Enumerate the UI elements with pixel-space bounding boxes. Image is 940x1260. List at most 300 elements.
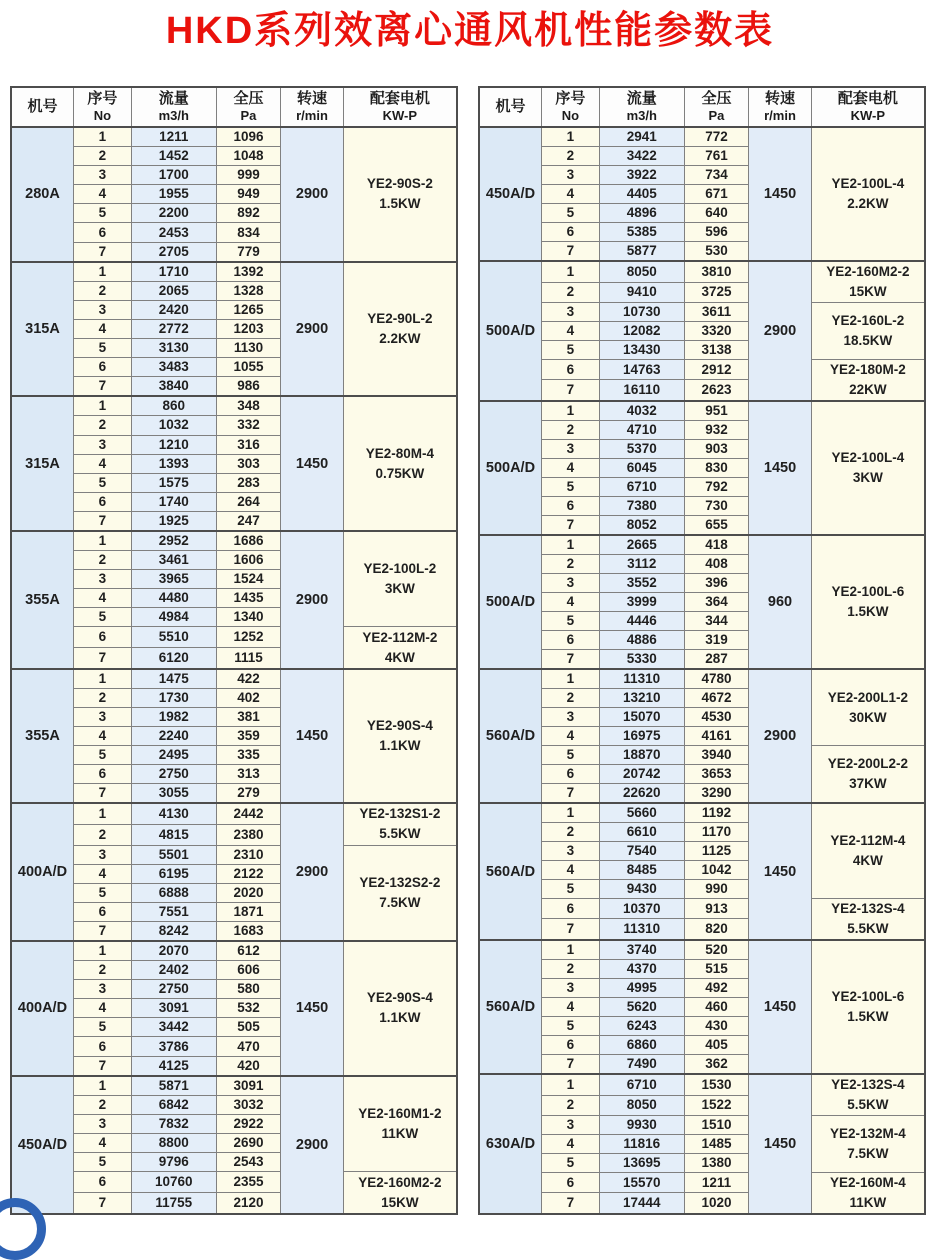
- row-no-cell: 2: [541, 689, 599, 708]
- pressure-cell: 1340: [216, 608, 281, 627]
- flow-cell: 13430: [599, 341, 684, 360]
- pressure-cell: 1125: [684, 842, 749, 861]
- row-no-cell: 1: [73, 803, 131, 824]
- pressure-cell: 772: [684, 127, 749, 147]
- flow-cell: 1393: [131, 454, 216, 473]
- header-label-zh: 机号: [495, 98, 526, 115]
- motor-cell: [343, 262, 457, 397]
- pressure-cell: 596: [684, 223, 749, 242]
- pressure-cell: 405: [684, 1036, 749, 1055]
- pressure-cell: 422: [216, 669, 281, 689]
- row-no-cell: 5: [73, 883, 131, 902]
- flow-cell: 16110: [599, 380, 684, 401]
- motor-model-label: YE2-90S-2: [366, 176, 433, 192]
- flow-cell: 3442: [131, 1018, 216, 1037]
- flow-cell: 3091: [131, 999, 216, 1018]
- pressure-cell: 820: [684, 919, 749, 940]
- row-no-cell: 6: [73, 358, 131, 377]
- speed-cell: 2900: [281, 1076, 343, 1214]
- flow-cell: 4896: [599, 204, 684, 223]
- flow-cell: 7490: [599, 1055, 684, 1075]
- row-no-cell: 2: [73, 961, 131, 980]
- pressure-cell: 949: [216, 185, 281, 204]
- flow-cell: 3786: [131, 1037, 216, 1056]
- pressure-cell: 396: [684, 574, 749, 593]
- motor-power-label: 3KW: [384, 581, 415, 597]
- flow-cell: 5385: [599, 223, 684, 242]
- flow-cell: 3999: [599, 593, 684, 612]
- row-no-cell: 7: [73, 1056, 131, 1076]
- motor-cell: [343, 127, 457, 262]
- header-label-en: r/min: [296, 108, 328, 123]
- row-no-cell: 4: [541, 998, 599, 1017]
- pressure-cell: 779: [216, 242, 281, 262]
- flow-cell: 10760: [131, 1172, 216, 1193]
- pressure-cell: 420: [216, 1056, 281, 1076]
- flow-cell: 2941: [599, 127, 684, 147]
- flow-cell: 4815: [131, 824, 216, 845]
- row-no-cell: 6: [541, 765, 599, 784]
- motor-power-label: 5.5KW: [847, 921, 889, 936]
- motor-power-label: 1.5KW: [847, 1009, 889, 1024]
- model-cell: 400A/D: [11, 941, 73, 1076]
- pressure-cell: 520: [684, 940, 749, 960]
- pressure-cell: 2355: [216, 1172, 281, 1193]
- row-no-cell: 7: [73, 648, 131, 669]
- motor-power-label: 5.5KW: [379, 826, 421, 842]
- pressure-cell: 505: [216, 1018, 281, 1037]
- header-label-en: KW-P: [382, 108, 418, 123]
- flow-cell: 1982: [131, 707, 216, 726]
- row-no-cell: 2: [541, 1095, 599, 1115]
- row-no-cell: 7: [541, 380, 599, 401]
- row-no-cell: 3: [541, 166, 599, 185]
- motor-power-label: 1.5KW: [847, 604, 889, 619]
- pressure-cell: 671: [684, 185, 749, 204]
- row-no-cell: 6: [73, 492, 131, 511]
- pressure-cell: 362: [684, 1055, 749, 1075]
- row-no-cell: 4: [541, 459, 599, 478]
- motor-model-label: YE2-180M-2: [829, 362, 906, 377]
- pressure-cell: 2690: [216, 1133, 281, 1152]
- row-no-cell: 4: [73, 319, 131, 338]
- flow-cell: 5877: [599, 242, 684, 262]
- flow-cell: 3461: [131, 551, 216, 570]
- pressure-cell: 730: [684, 497, 749, 516]
- motor-power-label: 7.5KW: [847, 1146, 889, 1161]
- motor-model-label: YE2-132S-4: [831, 1077, 905, 1092]
- row-no-cell: 5: [73, 473, 131, 492]
- flow-cell: 2750: [131, 765, 216, 784]
- header-label-zh: 机号: [27, 98, 58, 115]
- pressure-cell: 247: [216, 511, 281, 531]
- header-label-zh: 配套电机: [369, 90, 430, 107]
- pressure-cell: 3611: [684, 303, 749, 322]
- speed-cell: 2900: [281, 127, 343, 262]
- pressure-cell: 834: [216, 223, 281, 242]
- flow-cell: 1032: [131, 416, 216, 435]
- motor-power-label: 15KW: [381, 1194, 419, 1210]
- header-label-zh: 转速: [765, 90, 796, 107]
- flow-cell: 10370: [599, 899, 684, 919]
- model-cell: 560A/D: [479, 669, 541, 803]
- pressure-cell: 2912: [684, 360, 749, 380]
- row-no-cell: 5: [541, 204, 599, 223]
- flow-cell: 1210: [131, 435, 216, 454]
- flow-cell: 5660: [599, 803, 684, 823]
- pressure-cell: 2623: [684, 380, 749, 401]
- pressure-cell: 2120: [216, 1192, 281, 1214]
- pressure-cell: 316: [216, 435, 281, 454]
- row-no-cell: 3: [73, 980, 131, 999]
- row-no-cell: 7: [541, 1055, 599, 1075]
- flow-cell: 7551: [131, 902, 216, 921]
- row-no-cell: 4: [541, 727, 599, 746]
- row-no-cell: 7: [541, 242, 599, 262]
- pressure-cell: 3138: [684, 341, 749, 360]
- pressure-cell: 3940: [684, 746, 749, 765]
- row-no-cell: 5: [73, 608, 131, 627]
- row-no-cell: 1: [73, 1076, 131, 1096]
- row-no-cell: 7: [541, 516, 599, 536]
- motor-cell: [811, 899, 925, 941]
- row-no-cell: 2: [73, 824, 131, 845]
- flow-cell: 3483: [131, 358, 216, 377]
- flow-cell: 5330: [599, 650, 684, 670]
- pressure-cell: 655: [684, 516, 749, 536]
- flow-cell: 5501: [131, 845, 216, 864]
- flow-cell: 1475: [131, 669, 216, 689]
- flow-cell: 6610: [599, 823, 684, 842]
- pressure-cell: 460: [684, 998, 749, 1017]
- motor-cell: [811, 1074, 925, 1116]
- speed-cell: 1450: [749, 940, 811, 1074]
- flow-cell: 20742: [599, 765, 684, 784]
- model-cell: 450A/D: [11, 1076, 73, 1214]
- table-row: [479, 360, 925, 380]
- motor-model-label: YE2-160M-4: [829, 1175, 906, 1190]
- pressure-cell: 344: [684, 612, 749, 631]
- pressure-cell: 1096: [216, 127, 281, 147]
- model-cell: 315A: [11, 396, 73, 531]
- motor-model-label: YE2-100L-6: [831, 584, 905, 599]
- motor-cell: [343, 627, 457, 669]
- motor-model-label: YE2-112M-2: [362, 629, 438, 645]
- header-cell-motor: [811, 87, 925, 127]
- speed-cell: 2900: [281, 262, 343, 397]
- row-no-cell: 5: [541, 612, 599, 631]
- flow-cell: 2495: [131, 746, 216, 765]
- motor-cell: [811, 1116, 925, 1173]
- pressure-cell: 4161: [684, 727, 749, 746]
- row-no-cell: 6: [541, 1036, 599, 1055]
- row-no-cell: 1: [541, 803, 599, 823]
- row-no-cell: 7: [73, 784, 131, 804]
- motor-power-label: 5.5KW: [847, 1097, 889, 1112]
- motor-model-label: YE2-200L2-2: [827, 756, 909, 771]
- motor-model-label: YE2-100L-4: [831, 176, 905, 191]
- flow-cell: 2705: [131, 242, 216, 262]
- pressure-cell: 430: [684, 1017, 749, 1036]
- row-no-cell: 6: [541, 899, 599, 919]
- row-no-cell: 4: [73, 726, 131, 745]
- pressure-cell: 532: [216, 999, 281, 1018]
- motor-power-label: 37KW: [849, 776, 887, 791]
- pressure-cell: 2543: [216, 1153, 281, 1172]
- row-no-cell: 4: [73, 185, 131, 204]
- motor-power-label: 11KW: [381, 1125, 419, 1141]
- header-label-zh: 全压: [701, 90, 732, 107]
- flow-cell: 9430: [599, 880, 684, 899]
- motor-model-label: YE2-160M2-2: [826, 264, 910, 279]
- motor-power-label: 1.5KW: [379, 196, 421, 212]
- pressure-cell: 1020: [684, 1193, 749, 1214]
- table-row: [479, 1074, 925, 1095]
- flow-cell: 6710: [599, 478, 684, 497]
- pressure-cell: 1211: [684, 1173, 749, 1193]
- speed-cell: 2900: [749, 261, 811, 401]
- pressure-cell: 1328: [216, 281, 281, 300]
- row-no-cell: 1: [541, 127, 599, 147]
- flow-cell: 11310: [599, 669, 684, 689]
- pressure-cell: 2922: [216, 1114, 281, 1133]
- motor-power-label: 1.1KW: [379, 737, 421, 753]
- flow-cell: 13210: [599, 689, 684, 708]
- row-no-cell: 2: [541, 421, 599, 440]
- flow-cell: 12082: [599, 322, 684, 341]
- flow-cell: 8050: [599, 261, 684, 282]
- flow-cell: 11310: [599, 919, 684, 940]
- row-no-cell: 4: [73, 589, 131, 608]
- row-no-cell: 3: [541, 708, 599, 727]
- row-no-cell: 1: [541, 940, 599, 960]
- row-no-cell: 5: [541, 1017, 599, 1036]
- row-no-cell: 7: [73, 377, 131, 397]
- pressure-cell: 1265: [216, 300, 281, 319]
- speed-cell: 1450: [749, 803, 811, 940]
- table-row: [11, 127, 457, 147]
- row-no-cell: 6: [73, 902, 131, 921]
- motor-power-label: 0.75KW: [375, 465, 425, 481]
- flow-cell: 1925: [131, 511, 216, 531]
- row-no-cell: 6: [73, 223, 131, 242]
- flow-cell: 5620: [599, 998, 684, 1017]
- header-cell-model: [479, 87, 541, 127]
- model-cell: 315A: [11, 262, 73, 397]
- flow-cell: 22620: [599, 784, 684, 804]
- row-no-cell: 4: [541, 593, 599, 612]
- pressure-cell: 3320: [684, 322, 749, 341]
- row-no-cell: 1: [73, 941, 131, 961]
- model-cell: 500A/D: [479, 261, 541, 401]
- flow-cell: 4886: [599, 631, 684, 650]
- pressure-cell: 2122: [216, 864, 281, 883]
- flow-cell: 2070: [131, 941, 216, 961]
- flow-cell: 8800: [131, 1133, 216, 1152]
- row-no-cell: 3: [73, 435, 131, 454]
- pressure-cell: 287: [684, 650, 749, 670]
- model-cell: 500A/D: [479, 401, 541, 535]
- row-no-cell: 4: [73, 864, 131, 883]
- flow-cell: 6195: [131, 864, 216, 883]
- page-title: HKD系列效离心通风机性能参数表: [165, 10, 775, 52]
- pressure-cell: 612: [216, 941, 281, 961]
- flow-cell: 3840: [131, 377, 216, 397]
- flow-cell: 2200: [131, 204, 216, 223]
- pressure-cell: 1042: [684, 861, 749, 880]
- pressure-cell: 2380: [216, 824, 281, 845]
- row-no-cell: 4: [73, 999, 131, 1018]
- speed-cell: 1450: [281, 669, 343, 804]
- header-cell-flow: [131, 87, 216, 127]
- motor-cell: [343, 845, 457, 941]
- pressure-cell: 734: [684, 166, 749, 185]
- table-row: [11, 941, 457, 961]
- table-row: [479, 803, 925, 823]
- row-no-cell: 6: [73, 765, 131, 784]
- row-no-cell: 5: [73, 1153, 131, 1172]
- table-row: [479, 899, 925, 919]
- motor-model-label: YE2-100L-2: [363, 561, 437, 577]
- row-no-cell: 6: [541, 631, 599, 650]
- motor-model-label: YE2-132S-4: [831, 901, 905, 916]
- table-row: [479, 746, 925, 765]
- motor-power-label: 2.2KW: [379, 330, 421, 346]
- flow-cell: 9410: [599, 282, 684, 302]
- flow-cell: 15070: [599, 708, 684, 727]
- row-no-cell: 6: [73, 1037, 131, 1056]
- motor-model-label: YE2-112M-4: [830, 833, 906, 848]
- header-label-zh: 配套电机: [837, 90, 898, 107]
- row-no-cell: 1: [73, 531, 131, 551]
- row-no-cell: 5: [73, 1018, 131, 1037]
- motor-cell: [343, 396, 457, 531]
- pressure-cell: 515: [684, 960, 749, 979]
- row-no-cell: 2: [73, 688, 131, 707]
- row-no-cell: 4: [541, 185, 599, 204]
- model-cell: 500A/D: [479, 535, 541, 669]
- flow-cell: 8242: [131, 921, 216, 941]
- pressure-cell: 1683: [216, 921, 281, 941]
- table-row: [479, 940, 925, 960]
- motor-model-label: YE2-160M1-2: [358, 1105, 442, 1121]
- flow-cell: 7832: [131, 1114, 216, 1133]
- header-label-en: No: [561, 108, 580, 123]
- flow-cell: 1575: [131, 473, 216, 492]
- row-no-cell: 2: [73, 147, 131, 166]
- header-cell-model: [11, 87, 73, 127]
- flow-cell: 6120: [131, 648, 216, 669]
- flow-cell: 15570: [599, 1173, 684, 1193]
- pressure-cell: 283: [216, 473, 281, 492]
- table-row: [11, 627, 457, 648]
- row-no-cell: 5: [541, 478, 599, 497]
- table-row: [11, 845, 457, 864]
- header-cell-motor: [343, 87, 457, 127]
- flow-cell: 2453: [131, 223, 216, 242]
- table-row: [479, 127, 925, 147]
- header-label-zh: 转速: [297, 90, 328, 107]
- row-no-cell: 3: [541, 1116, 599, 1135]
- row-no-cell: 1: [541, 261, 599, 282]
- pressure-cell: 1055: [216, 358, 281, 377]
- row-no-cell: 1: [541, 535, 599, 555]
- flow-cell: 18870: [599, 746, 684, 765]
- flow-cell: 7540: [599, 842, 684, 861]
- pressure-cell: 1115: [216, 648, 281, 669]
- row-no-cell: 2: [73, 1095, 131, 1114]
- motor-model-label: YE2-132S1-2: [359, 806, 441, 822]
- header-cell-flow: [599, 87, 684, 127]
- motor-power-label: 4KW: [384, 649, 415, 665]
- pressure-cell: 332: [216, 416, 281, 435]
- pressure-cell: 1871: [216, 902, 281, 921]
- pressure-cell: 348: [216, 396, 281, 416]
- table-row: [479, 1173, 925, 1193]
- row-no-cell: 3: [73, 707, 131, 726]
- flow-cell: 2240: [131, 726, 216, 745]
- header-label-en: r/min: [764, 108, 796, 123]
- flow-cell: 2420: [131, 300, 216, 319]
- row-no-cell: 3: [73, 1114, 131, 1133]
- row-no-cell: 7: [541, 1193, 599, 1214]
- pressure-cell: 990: [684, 880, 749, 899]
- motor-power-label: 4KW: [852, 853, 883, 868]
- pressure-cell: 1203: [216, 319, 281, 338]
- pressure-cell: 3725: [684, 282, 749, 302]
- header-cell-pressure: [216, 87, 281, 127]
- row-no-cell: 2: [73, 551, 131, 570]
- flow-cell: 6842: [131, 1095, 216, 1114]
- pressure-cell: 761: [684, 147, 749, 166]
- flow-cell: 2402: [131, 961, 216, 980]
- row-no-cell: 3: [541, 574, 599, 593]
- flow-cell: 3112: [599, 555, 684, 574]
- row-no-cell: 7: [541, 650, 599, 670]
- flow-cell: 5871: [131, 1076, 216, 1096]
- header-label-zh: 序号: [87, 90, 118, 107]
- motor-cell: [811, 261, 925, 303]
- pressure-cell: 580: [216, 980, 281, 999]
- flow-cell: 4032: [599, 401, 684, 421]
- motor-model-label: YE2-90L-2: [367, 310, 433, 326]
- flow-cell: 6045: [599, 459, 684, 478]
- row-no-cell: 1: [73, 127, 131, 147]
- header-label-zh: 序号: [555, 90, 586, 107]
- speed-cell: 1450: [281, 396, 343, 531]
- header-label-en: Pa: [708, 108, 725, 123]
- motor-model-label: YE2-160M2-2: [358, 1174, 442, 1190]
- motor-model-label: YE2-90S-4: [366, 990, 433, 1006]
- motor-cell: [811, 360, 925, 402]
- model-cell: 560A/D: [479, 940, 541, 1074]
- table-row: [479, 669, 925, 689]
- pressure-cell: 381: [216, 707, 281, 726]
- motor-cell: [811, 535, 925, 669]
- row-no-cell: 3: [541, 303, 599, 322]
- motor-cell: [343, 531, 457, 627]
- row-no-cell: 3: [73, 570, 131, 589]
- table-row: [479, 401, 925, 421]
- pressure-cell: 1380: [684, 1154, 749, 1173]
- motor-cell: [811, 746, 925, 804]
- table-row: [479, 1116, 925, 1135]
- row-no-cell: 6: [541, 1173, 599, 1193]
- pressure-cell: 1170: [684, 823, 749, 842]
- row-no-cell: 4: [541, 861, 599, 880]
- row-no-cell: 1: [73, 262, 131, 282]
- flow-cell: 6860: [599, 1036, 684, 1055]
